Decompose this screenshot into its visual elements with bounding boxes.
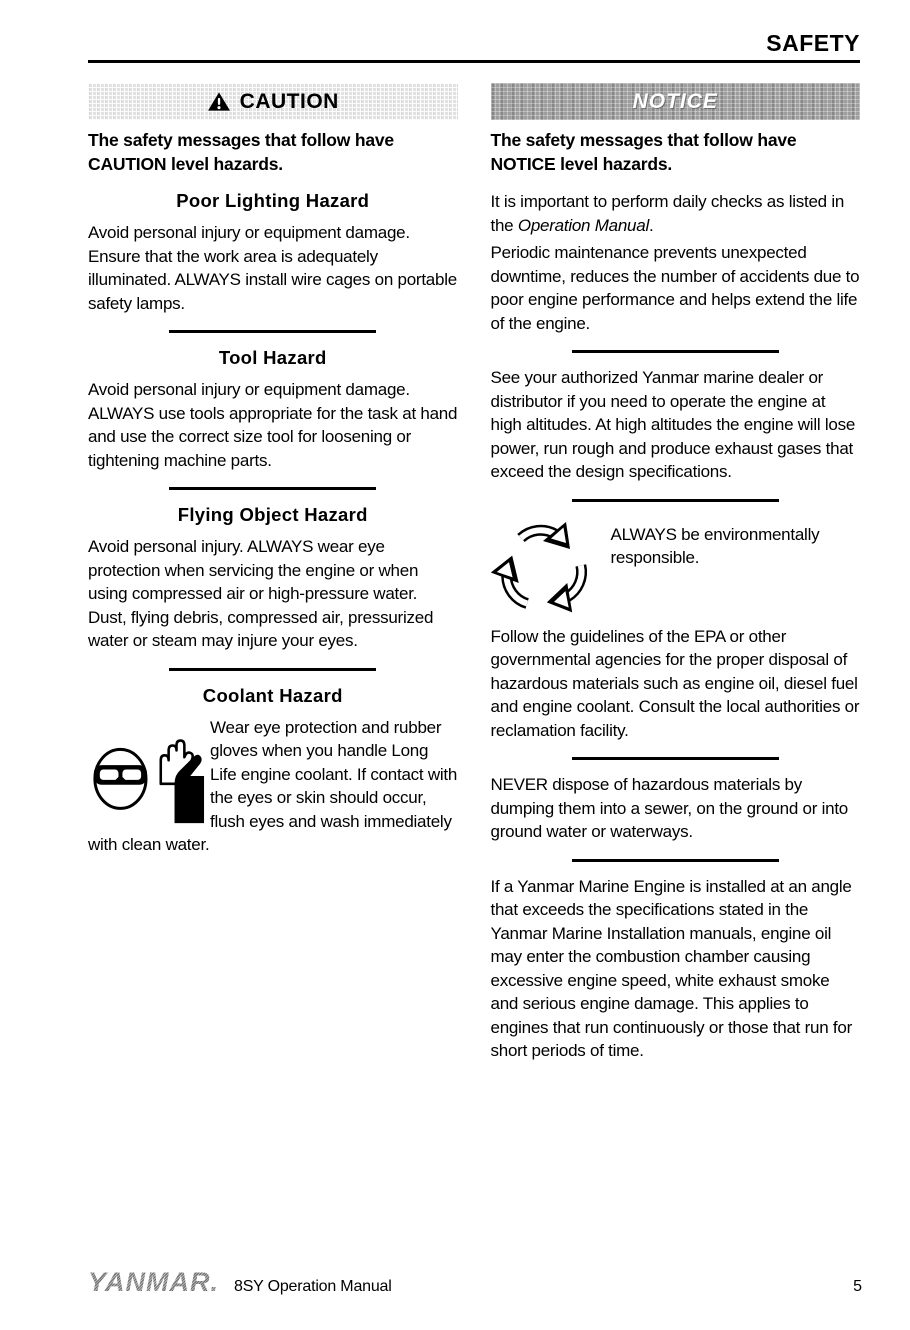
left-column (88, 83, 458, 1067)
section-title-poor-lighting: Poor Lighting Hazard (176, 190, 370, 211)
caution-banner (88, 83, 458, 120)
section-divider (169, 330, 376, 333)
environment-note (491, 515, 861, 615)
section-divider (572, 757, 779, 760)
section-divider (572, 859, 779, 862)
warning-triangle-icon (207, 91, 231, 112)
section-title-tool-hazard: Tool Hazard (218, 347, 327, 368)
notice-banner-label: NOTICE (632, 89, 718, 113)
never-dispose-paragraph: NEVER dispose of hazardous materials by dumping them into a sewer, on the ground or into ground water or waterways. (490, 775, 849, 841)
periodic-maintenance-paragraph: Periodic maintenance prevents unexpected downtime, reduces the number of accidents due to poor engine performance and helps extend the life of the engine. (490, 243, 860, 333)
paragraph-text: It is important to perform daily checks as listed in the (490, 192, 845, 235)
paragraph-text: . (649, 215, 654, 235)
page-header (88, 30, 860, 63)
recycle-icon (491, 515, 595, 615)
manual-title: 8SY Operation Manual (234, 1278, 392, 1295)
section-body-flying-object: Avoid personal injury. ALWAYS wear eye protection when servicing the engine or when using compressed air or high-pressure water. Dust, flying debris, compressed air, pressurized water or steam may injure your eyes. (88, 537, 434, 650)
high-altitude-paragraph: See your authorized Yanmar marine dealer or distributor if you need to operate the engine at high altitudes. At high altitudes the engine will lose power, run rough and produce exhaust gases that exceed the design specifications. (490, 368, 856, 481)
section-divider (169, 668, 376, 671)
page-number: 5 (853, 1278, 862, 1295)
section-body-tool-hazard: Avoid personal injury or equipment damage. ALWAYS use tools appropriate for the task at hand and use the correct size tool for loosening or tightening machine parts. (88, 380, 458, 470)
section-divider (572, 350, 779, 353)
installation-angle-paragraph: If a Yanmar Marine Engine is installed at an angle that exceeds the specifications stated in the Yanmar Marine Installation manuals, engine oil may enter the combustion chamber causing excessive engine speed, white exhaust smoke and serious engine damage. This applies to engines that run continuously or those that run for short periods of time. (490, 876, 852, 1060)
section-title-flying-object: Flying Object Hazard (177, 504, 368, 525)
goggles-and-gloves-icon (88, 720, 206, 826)
yanmar-logo: YANMAR. (88, 1267, 219, 1297)
daily-checks-paragraph (491, 190, 861, 237)
section-body-poor-lighting: Avoid personal injury or equipment damage. Ensure that the work area is adequately illuminated. ALWAYS install wire cages on portable safety lamps. (88, 223, 457, 313)
caution-intro-text: The safety messages that follow have CAUTION level hazards. (88, 130, 394, 174)
caution-banner-label: CAUTION (239, 89, 339, 113)
environment-text: ALWAYS be environmentally responsible. (610, 524, 820, 567)
section-divider (572, 499, 779, 502)
notice-intro-text: The safety messages that follow have NOTICE level hazards. (490, 130, 797, 174)
page-footer (88, 1267, 862, 1298)
right-column (491, 83, 861, 1067)
paragraph-text: Wear eye protection and rubber gloves when you handle Long Life engine coolant. If contact with the eyes or skin should occur, flush eyes and wash immediately with clean water. (88, 717, 458, 854)
notice-banner (491, 83, 861, 120)
page-title: SAFETY (766, 30, 860, 56)
epa-guidelines-paragraph: Follow the guidelines of the EPA or other governmental agencies for the proper disposal of hazardous materials such as engine oil, diesel fuel and engine coolant. Consult the local authorities or reclamation facility. (490, 626, 860, 740)
operation-manual-reference: Operation Manual (517, 215, 649, 235)
section-body-coolant-hazard (88, 716, 458, 857)
section-divider (169, 487, 376, 490)
section-title-coolant-hazard: Coolant Hazard (202, 684, 343, 706)
